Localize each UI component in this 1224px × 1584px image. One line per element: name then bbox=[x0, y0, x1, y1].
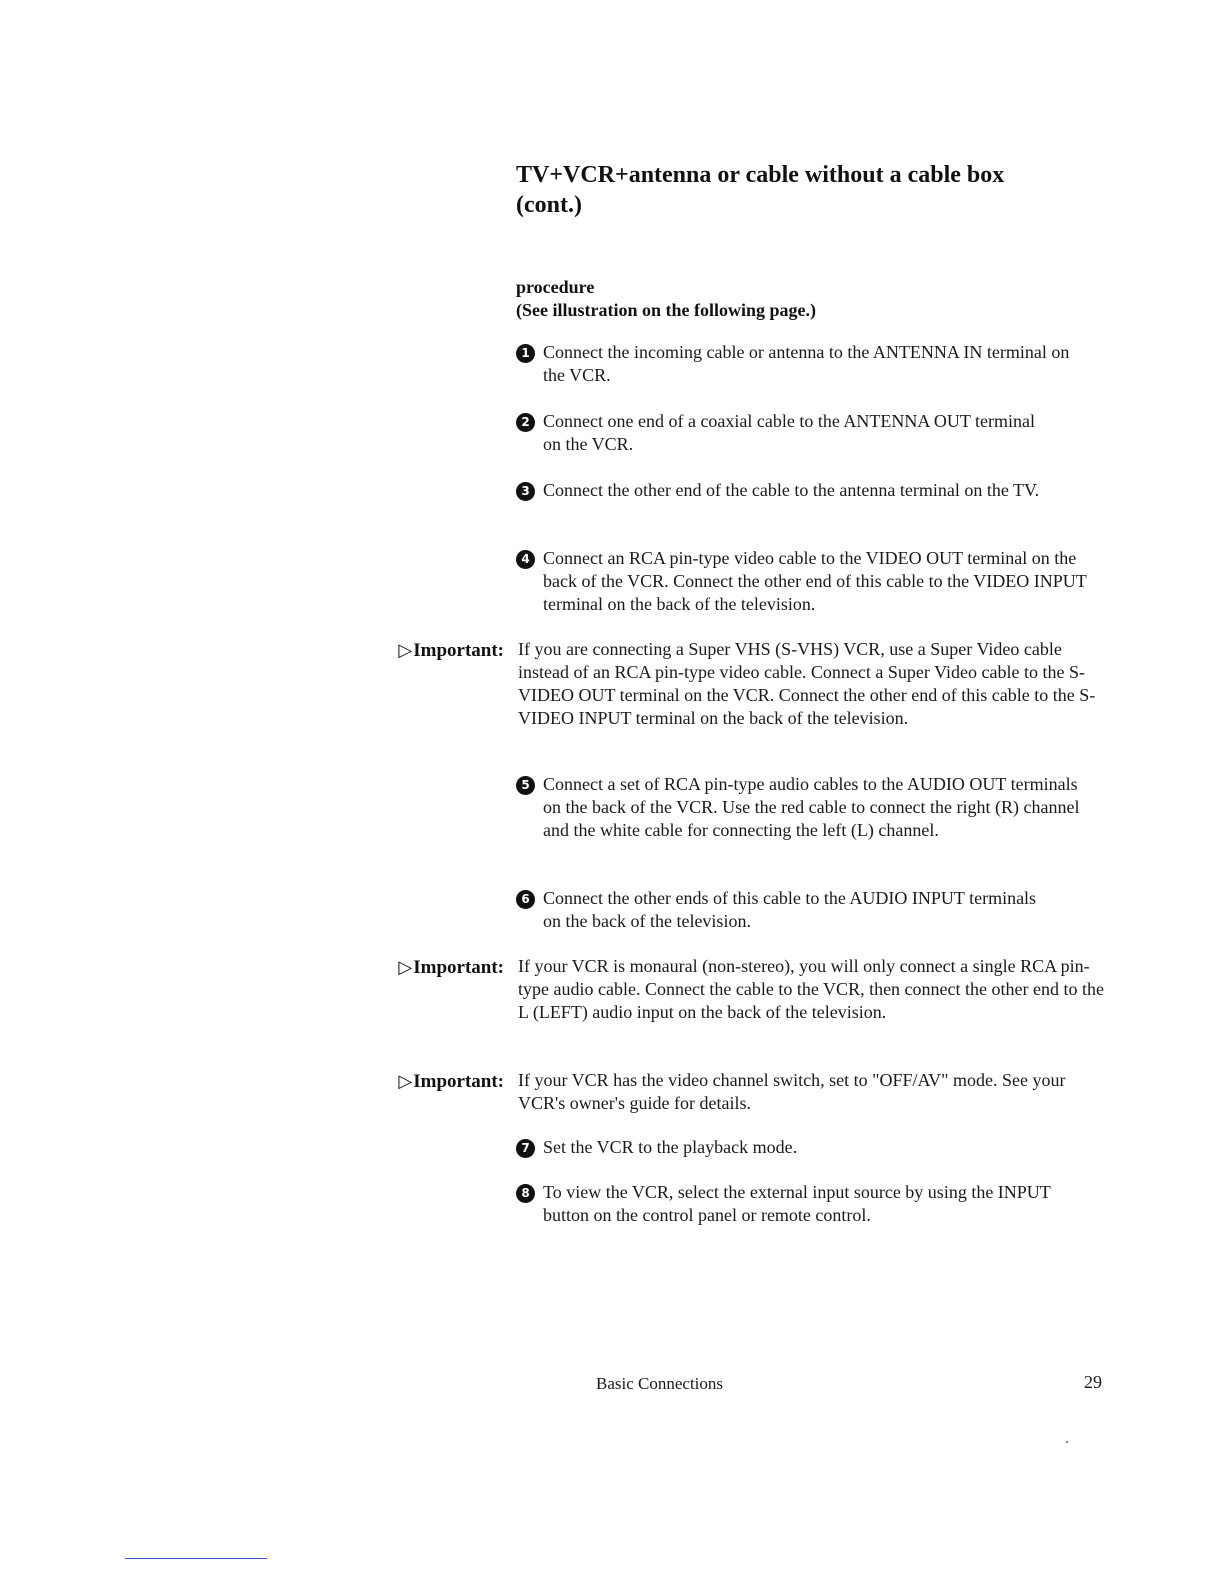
procedure-heading-line-1: procedure bbox=[516, 277, 595, 297]
step-4 bbox=[516, 547, 1106, 616]
procedure-heading bbox=[516, 276, 1116, 322]
step-6 bbox=[516, 887, 1106, 933]
important-note-text: If your VCR has the video channel switch, set to "OFF/AV" mode. See your VCR's owner's guide for details. bbox=[518, 1070, 1066, 1113]
page-title bbox=[516, 160, 1116, 220]
step-text: Connect a set of RCA pin-type audio cables to the AUDIO OUT terminals on the back of the VCR. Use the red cable to connect the right (R) channel and the white cable for connecting the left (L) channel. bbox=[543, 774, 1080, 840]
page-number: 29 bbox=[1084, 1372, 1102, 1392]
step-text: Connect the other ends of this cable to the AUDIO INPUT terminals on the back of the television. bbox=[543, 888, 1037, 931]
step-number-badge: 6 bbox=[516, 890, 535, 909]
important-label-text: Important: bbox=[413, 957, 504, 978]
step-3 bbox=[516, 479, 1106, 502]
step-number-badge: 3 bbox=[516, 482, 535, 501]
step-8 bbox=[516, 1181, 1106, 1227]
page-title-line-2: (cont.) bbox=[516, 192, 582, 218]
triangle-marker-icon: ▷ bbox=[398, 640, 413, 661]
important-note-text: If you are connecting a Super VHS (S-VHS) VCR, use a Super Video cable instead of an RCA pin-type video cable. Connect a Super Video cable to the S-VIDEO OUT terminal on the VCR. Connect the other end of this cable to the S-VIDEO INPUT terminal on the back of the television. bbox=[518, 639, 1096, 728]
step-number-badge: 1 bbox=[516, 344, 535, 363]
triangle-marker-icon: ▷ bbox=[398, 957, 413, 978]
important-label-text: Important: bbox=[413, 1071, 504, 1092]
page-title-line-1: TV+VCR+antenna or cable without a cable box bbox=[516, 162, 1005, 188]
step-text: Connect the other end of the cable to the antenna terminal on the TV. bbox=[543, 480, 1040, 500]
step-7 bbox=[516, 1136, 1106, 1159]
triangle-marker-icon: ▷ bbox=[398, 1071, 413, 1092]
step-1 bbox=[516, 341, 1106, 387]
step-text: Connect one end of a coaxial cable to the ANTENNA OUT terminal on the VCR. bbox=[543, 411, 1036, 454]
step-text: Connect an RCA pin-type video cable to the VIDEO OUT terminal on the back of the VCR. Connect the other end of this cable to the VIDEO INPUT terminal on the back of the television. bbox=[543, 548, 1087, 614]
step-number-badge: 8 bbox=[516, 1184, 535, 1203]
important-note-label bbox=[354, 956, 504, 979]
important-note-label bbox=[354, 639, 504, 662]
footer-section-title: Basic Connections bbox=[596, 1374, 724, 1393]
procedure-heading-line-2: (See illustration on the following page.) bbox=[516, 300, 816, 320]
step-number-badge: 4 bbox=[516, 550, 535, 569]
step-number-badge: 5 bbox=[516, 776, 535, 795]
step-text: Connect the incoming cable or antenna to the ANTENNA IN terminal on the VCR. bbox=[543, 342, 1070, 385]
step-5 bbox=[516, 773, 1106, 842]
step-text: To view the VCR, select the external input source by using the INPUT button on the control panel or remote control. bbox=[543, 1182, 1051, 1225]
important-note-label bbox=[354, 1070, 504, 1093]
step-2 bbox=[516, 410, 1106, 456]
footer-rule bbox=[125, 1558, 267, 1559]
step-number-badge: 7 bbox=[516, 1139, 535, 1158]
important-note-text: If your VCR is monaural (non-stereo), you will only connect a single RCA pin-type audio cable. Connect the cable to the VCR, then connect the other end to the L (LEFT) audio input on the back of the television. bbox=[518, 956, 1104, 1022]
step-text: Set the VCR to the playback mode. bbox=[543, 1137, 798, 1157]
scan-speck bbox=[1066, 1441, 1068, 1443]
step-number-badge: 2 bbox=[516, 413, 535, 432]
important-label-text: Important: bbox=[413, 640, 504, 661]
